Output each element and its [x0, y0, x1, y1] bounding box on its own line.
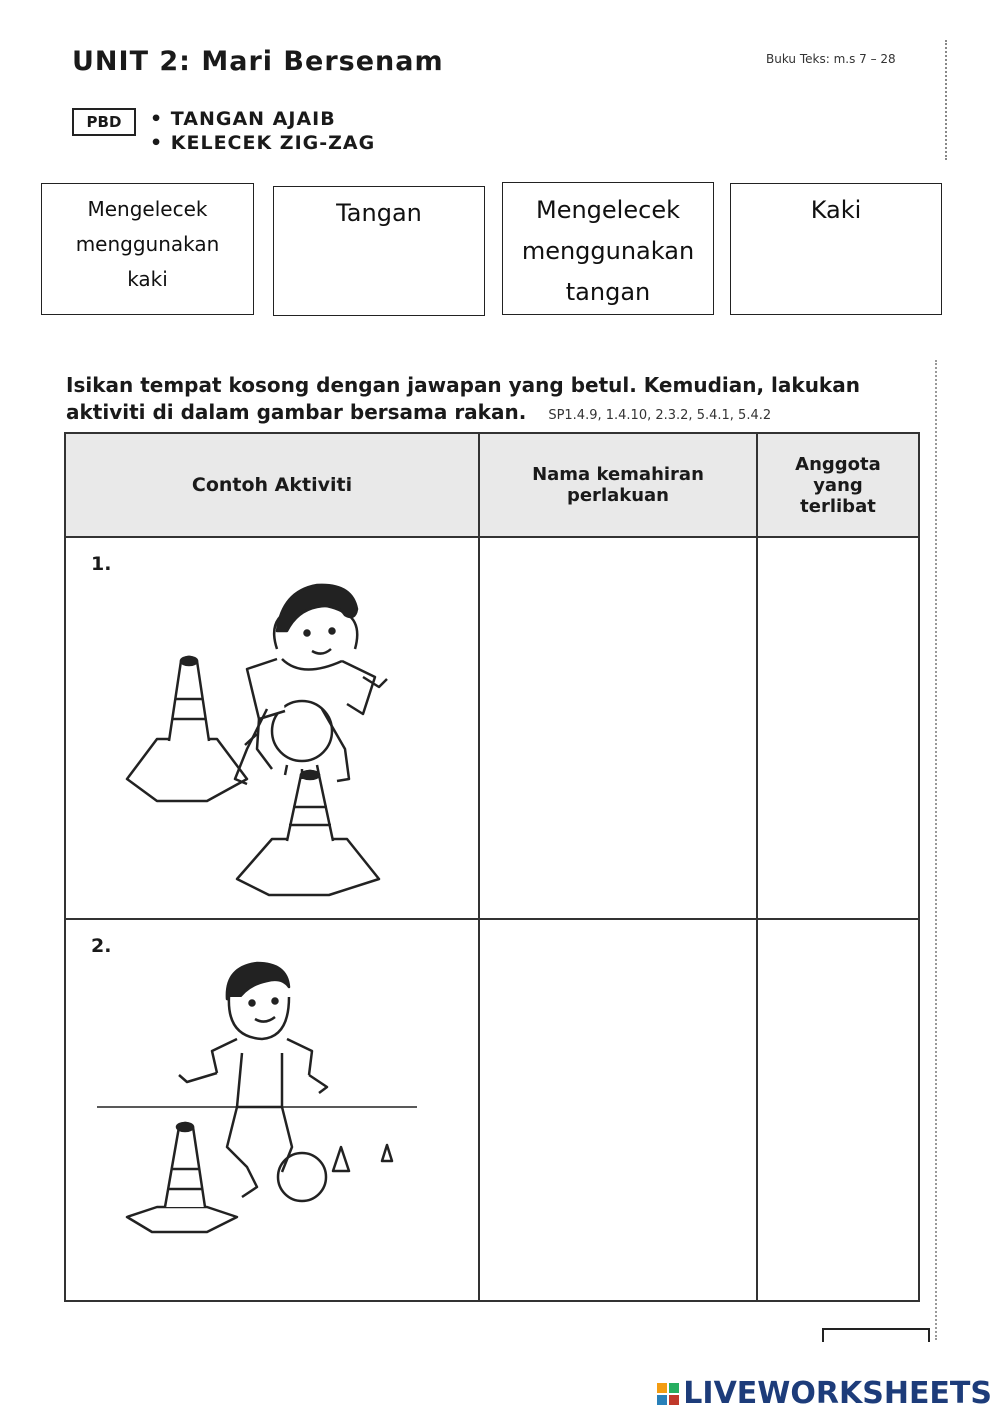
answer-card-1[interactable]	[41, 183, 254, 315]
liveworksheets-logo	[657, 1376, 992, 1411]
topic-bullet-1: • TANGAN AJAIB	[150, 108, 336, 130]
unit-title: UNIT 2: Mari Bersenam	[72, 46, 444, 77]
answer-card-line: tangan	[565, 278, 651, 306]
page-edge-divider	[945, 40, 947, 160]
answer-card-line: Kaki	[810, 196, 862, 224]
answer-cell-skill-1[interactable]	[479, 537, 757, 919]
activity-cell-2	[65, 919, 479, 1301]
header-nama-kemahiran: Nama kemahiran perlakuan	[479, 433, 757, 537]
boy-foot-dribble-illustration	[97, 957, 417, 1267]
answer-cell-limb-2[interactable]	[757, 919, 919, 1301]
page-edge-divider	[935, 360, 937, 1340]
activity-table	[64, 432, 920, 1302]
answer-card-line: Tangan	[336, 199, 422, 227]
table-row	[65, 537, 919, 919]
brand-text: LIVEWORKSHEETS	[683, 1376, 992, 1411]
answer-cell-limb-1[interactable]	[757, 537, 919, 919]
instruction-line-1: Isikan tempat kosong dengan jawapan yang betul. Kemudian, lakukan	[66, 373, 860, 397]
answer-card-2[interactable]	[273, 186, 485, 316]
topic-bullet-2: • KELECEK ZIG-ZAG	[150, 132, 376, 154]
answer-card-3[interactable]	[502, 182, 714, 315]
answer-card-line: Mengelecek	[536, 196, 680, 224]
answer-card-line: menggunakan	[521, 237, 695, 265]
liveworksheets-icon	[657, 1383, 679, 1405]
pbd-badge: PBD	[72, 108, 136, 136]
header-contoh-aktiviti: Contoh Aktiviti	[65, 433, 479, 537]
standards-ref: SP1.4.9, 1.4.10, 2.3.2, 5.4.1, 5.4.2	[548, 408, 772, 423]
boy-hand-dribble-illustration	[117, 569, 417, 899]
activity-cell-1	[65, 537, 479, 919]
header-anggota: Anggota yang terlibat	[757, 433, 919, 537]
corner-mark	[822, 1328, 930, 1342]
instruction	[66, 372, 896, 429]
row-number: 2.	[91, 935, 112, 957]
answer-card-line: menggunakan	[75, 232, 220, 256]
textbook-reference: Buku Teks: m.s 7 – 28	[766, 52, 896, 66]
answer-card-4[interactable]	[730, 183, 942, 315]
answer-cell-skill-2[interactable]	[479, 919, 757, 1301]
table-header-row	[65, 433, 919, 537]
table-row	[65, 919, 919, 1301]
answer-card-line: Mengelecek	[87, 197, 208, 221]
instruction-line-2: aktiviti di dalam gambar bersama rakan.	[66, 400, 527, 424]
row-number: 1.	[91, 553, 112, 575]
answer-card-line: kaki	[127, 267, 168, 291]
